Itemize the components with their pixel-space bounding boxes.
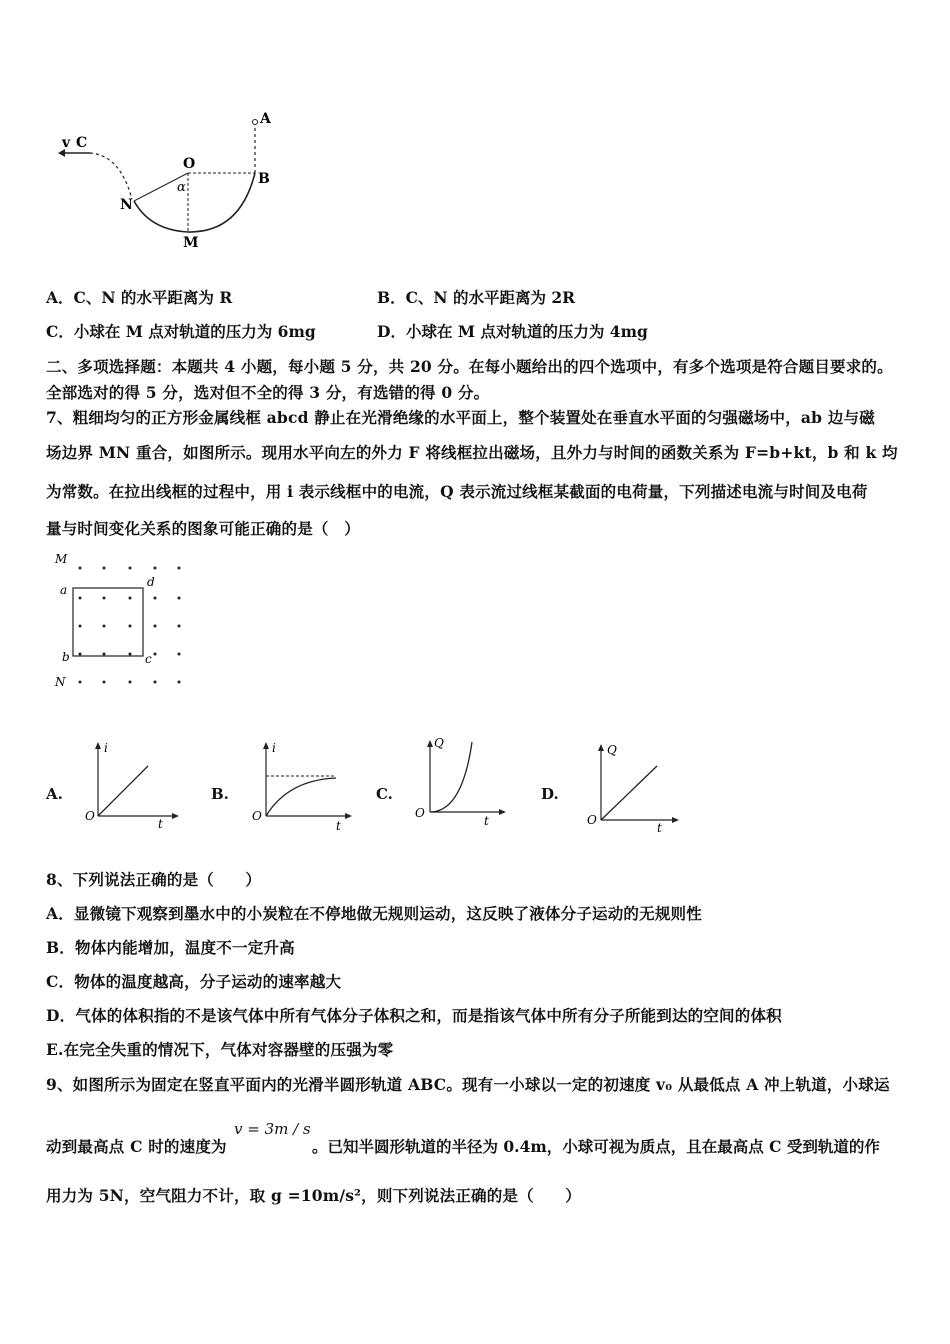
graph-d-line <box>601 766 657 820</box>
field-dots <box>79 567 181 684</box>
q9-line2a: 动到最高点 C 时的速度为 <box>46 1137 227 1156</box>
q6-option-d: D．小球在 M 点对轨道的压力为 4mg <box>377 322 648 341</box>
label-N-boundary: N <box>55 675 66 689</box>
q6-option-c: C．小球在 M 点对轨道的压力为 6mg <box>46 322 316 341</box>
graph-a-line <box>98 766 148 816</box>
ball-A <box>253 120 258 125</box>
q8-option-e: E.在完全失重的情况下，气体对容器壁的压强为零 <box>46 1040 394 1059</box>
graph-d-x-label: t <box>657 821 662 834</box>
q7-line4: 量与时间变化关系的图象可能正确的是（ ） <box>46 519 361 538</box>
graph-d-label: D. <box>541 785 559 803</box>
q7-line3: 为常数。在拉出线框的过程中，用 i 表示线框中的电流，Q 表示流过线框某截面的电荷量，下列描述电流与时间及电荷 <box>46 482 868 501</box>
graph-b-y-label: i <box>272 741 276 755</box>
q8-option-b: B．物体内能增加，温度不一定升高 <box>46 938 295 957</box>
graph-b-label: B. <box>211 785 229 803</box>
label-v: v <box>62 135 71 151</box>
q7-line2: 场边界 MN 重合，如图所示。现用水平向左的外力 F 将线框拉出磁场，且外力与时间的函数关系为 F=b+kt，b 和 k 均 <box>46 443 898 462</box>
projectile-path <box>90 153 132 199</box>
label-B: B <box>258 171 270 187</box>
graph-a-origin: O <box>85 809 95 823</box>
section2-line1: 二、多项选择题：本题共 4 小题，每小题 5 分，共 20 分。在每小题给出的四个选项中，有多个选项是符合题目要求的。 <box>46 357 893 376</box>
semicircle-track <box>134 173 255 232</box>
label-d: d <box>147 575 155 589</box>
graph-a-y-label: i <box>104 741 108 755</box>
label-N: N <box>120 197 133 213</box>
q9-velocity-formula: v = 3m / s <box>234 1120 311 1138</box>
wire-frame-abcd <box>73 588 143 656</box>
q8-option-c: C．物体的温度越高，分子运动的速率越大 <box>46 972 342 991</box>
graph-c-x-label: t <box>484 814 489 828</box>
graph-c-y-label: Q <box>434 736 444 750</box>
label-b: b <box>62 650 70 664</box>
magnetic-field-figure <box>52 548 202 693</box>
q7-line1: 7、粗细均匀的正方形金属线框 abcd 静止在光滑绝缘的水平面上，整个装置处在垂直水平面的匀强磁场中，ab 边与磁 <box>46 408 875 427</box>
section2-line2: 全部选对的得 5 分，选对但不全的得 3 分，有选错的得 0 分。 <box>46 383 490 402</box>
q9-line1: 9、如图所示为固定在竖直平面内的光滑半圆形轨道 ABC。现有一小球以一定的初速度 v₀ 从最低点 A 冲上轨道，小球运 <box>46 1075 890 1094</box>
label-C: C <box>76 135 88 151</box>
graph-b-origin: O <box>252 809 262 823</box>
graph-b-curve <box>266 778 336 816</box>
q6-option-a: A．C、N 的水平距离为 R <box>46 288 233 307</box>
label-M-boundary: M <box>55 552 68 566</box>
graph-d <box>585 740 685 834</box>
label-a: a <box>60 583 68 597</box>
q9-line2b: 。已知半圆形轨道的半径为 0.4m，小球可视为质点，且在最高点 C 受到轨道的作 <box>312 1137 880 1156</box>
q8-stem: 8、下列说法正确的是（ ） <box>46 870 262 889</box>
q9-line3: 用力为 5N，空气阻力不计，取 g =10m/s²，则下列说法正确的是（ ） <box>46 1186 581 1205</box>
track-diagram <box>50 105 290 255</box>
graph-c-label: C. <box>376 785 393 803</box>
graph-c-curve <box>430 742 472 812</box>
label-O: O <box>183 156 196 172</box>
graph-b <box>248 740 358 830</box>
graph-d-origin: O <box>587 813 597 827</box>
graph-d-y-label: Q <box>607 743 617 757</box>
q8-option-d: D．气体的体积指的不是该气体中所有气体分子体积之和，而是指该气体中所有分子所能到达的空间的体积 <box>46 1006 782 1025</box>
graph-c <box>412 732 512 828</box>
graph-a-x-label: t <box>158 817 163 830</box>
label-alpha: α <box>177 180 186 195</box>
label-M: M <box>183 235 199 251</box>
graph-a <box>82 740 182 830</box>
label-A: A <box>260 111 271 127</box>
label-c: c <box>145 652 152 666</box>
graph-c-origin: O <box>415 806 425 820</box>
q6-option-b: B．C、N 的水平距离为 2R <box>377 288 576 307</box>
graph-a-label: A. <box>46 785 63 803</box>
graph-b-x-label: t <box>336 819 341 830</box>
q8-option-a: A．显微镜下观察到墨水中的小炭粒在不停地做无规则运动，这反映了液体分子运动的无规则性 <box>46 904 702 923</box>
